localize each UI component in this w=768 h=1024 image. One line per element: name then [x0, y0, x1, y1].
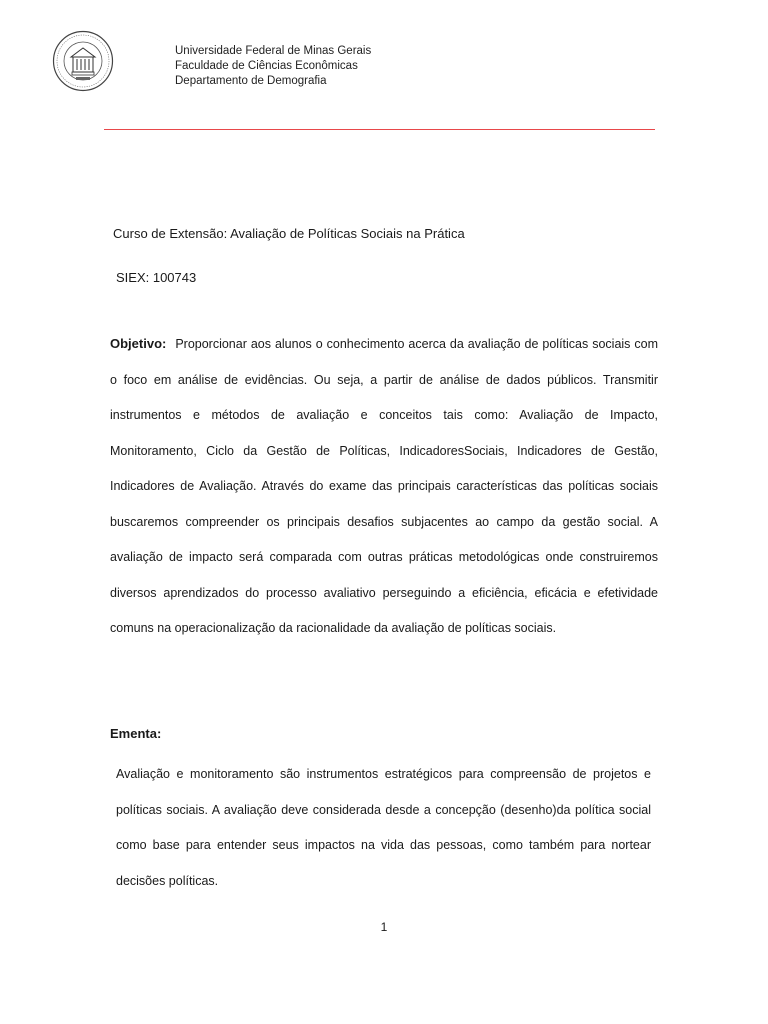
institution-header: [175, 44, 371, 89]
department-name: Departamento de Demografia: [175, 75, 327, 87]
faculty-name: Faculdade de Ciências Econômicas: [175, 60, 358, 72]
objective-label: Objetivo:: [110, 336, 167, 351]
objective-section: [110, 326, 658, 647]
course-title: Curso de Extensão: Avaliação de Políticas Sociais na Prática: [113, 226, 465, 241]
objective-paragraph: [110, 326, 658, 647]
ementa-text: Avaliação e monitoramento são instrumentos estratégicos para compreensão de projetos e políticas sociais. A avaliação deve considerada desde a concepção (desenho)da política social como base para entender seus impactos na vida das pessoas, como também para nortear decisões políticas.: [116, 767, 651, 888]
university-seal-icon: [52, 30, 114, 92]
objective-text: Proporcionar aos alunos o conhecimento acerca da avaliação de políticas sociais com o foco em análise de evidências. Ou seja, a partir de análise de dados públicos. Transmitir instrumentos e métodos de avaliação e conceitos tais como: Avaliação de Impacto, Monitoramento, Ciclo da Gestão de Políticas, IndicadoresSociais, Indicadores de Gestão, Indicadores de Avaliação. Através do exame das principais características das políticas sociais buscaremos compreender os principais desafios subjacentes ao campo da gestão social. A avaliação de impacto será comparada com outras práticas metodológicas onde construiremos diversos aprendizados do processo avaliativo perseguindo a eficiência, eficácia e efetividade comuns na operacionalização da racionalidade da avaliação de políticas sociais.: [110, 337, 658, 635]
header-divider: [104, 129, 655, 130]
page-number: 1: [380, 920, 388, 934]
ementa-heading: Ementa:: [110, 726, 162, 741]
university-name: Universidade Federal de Minas Gerais: [175, 45, 372, 57]
ementa-section: [116, 757, 651, 899]
siex-code: SIEX: 100743: [116, 270, 197, 285]
